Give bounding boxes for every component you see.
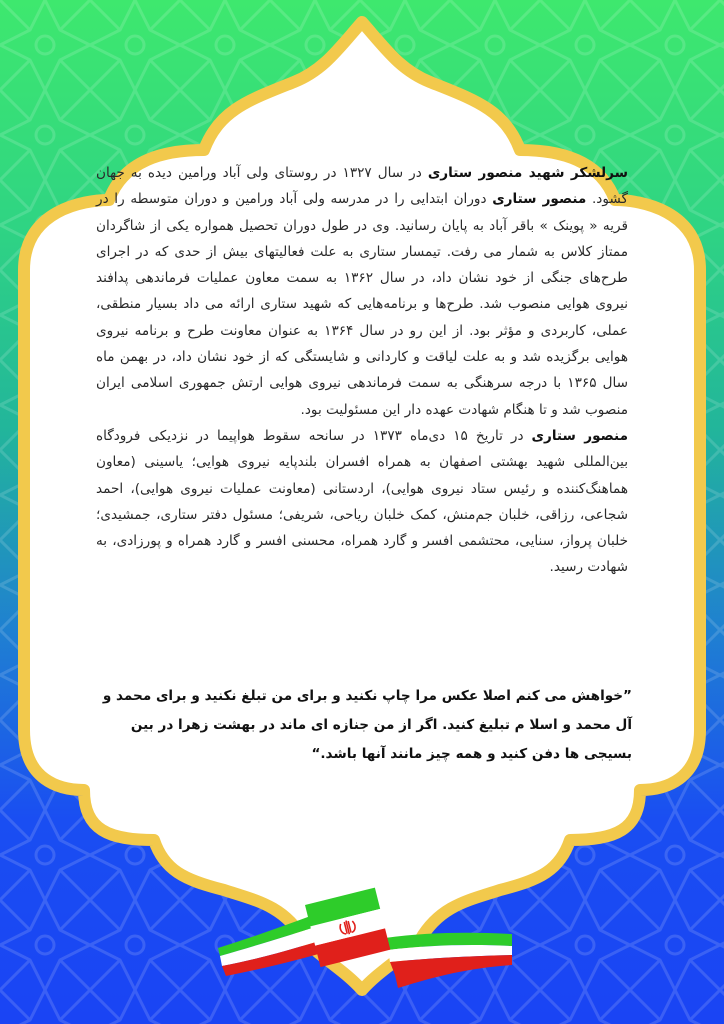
- flag-center: [305, 888, 390, 968]
- name-bold: منصور ستاری: [492, 191, 587, 208]
- bio-text-1: در سال ۱۳۲۷ در روستای ولی آباد ورامین دیده به جهان گشود.: [96, 165, 628, 208]
- bio-text-2: دوران ابتدایی را در مدرسه ولی آباد ورامین و دوران متوسطه را در قریه « پوینک » باقر آباد به پایان رسانید. وی در طول دوران تحصیل همواره یکی از شاگردان ممتاز کلاس به شمار می رفت. تیمسار ستاری به علت فعالیتهای بیش از حدی که در اجرای طرح‌های جنگی از خود نشان داد، در سال ۱۳۶۲ به سمت معاون عملیات فرماندهی پدافند نیروی هوایی منصوب شد. طرح‌ها و برنامه‌هایی که شهید ستاری ارائه می داد بسیار منطقی، عملی، کاربردی و مؤثر بود. از این رو در سال ۱۳۶۴ به عنوان معاونت طرح و برنامه نیروی هوایی برگزیده شد و به علت لیاقت و کاردانی و شایستگی که از خود نشان داد، در بهمن ماه سال ۱۳۶۵ با درجه سرهنگی به سمت فرماندهی نیروی هوایی ارتش جمهوری اسلامی ایران منصوب شد و تا هنگام شهادت عهده دار این مسئولیت بود.: [96, 191, 629, 418]
- title-name-bold: سرلشکر شهید منصور ستاری: [427, 165, 628, 181]
- bio-text-3: در تاریخ ۱۵ دی‌ماه ۱۳۷۳ در سانحه سقوط هواپیما در نزدیکی فرودگاه بین‌المللی شهید بهشتی اصفهان به همراه افسران بلندپایه نیروی هوایی؛ یاسینی (معاون هماهنگ‌کننده و رئیس ستاد نیروی هوایی)، اردستانی (معاونت عملیات نیروی هوایی)، احمد شجاعی، رزاقی، خلبان جم‌منش، کمک خلبان ریاحی، شریفی؛ مسئول دفتر ستاری، جمشیدی؛ خلبان پرواز، سنایی، محتشمی افسر و گارد همراه، محسنی افسر و گارد همراه و پورزادی، به شهادت رسید.: [96, 427, 628, 576]
- name-bold-2: منصور ستاری: [531, 427, 628, 444]
- martyr-quote: ”خواهش می کنم اصلا عکس مرا چاپ نکنید و برای من تبلغ نکنید و برای محمد و آل محمد و اسلا م تبلیغ کنید. اگر از من جنازه ای ماند در بهشت زهرا در بین بسیجی ها دفن کنید و همه چیز مانند آنها باشد.“: [102, 688, 632, 762]
